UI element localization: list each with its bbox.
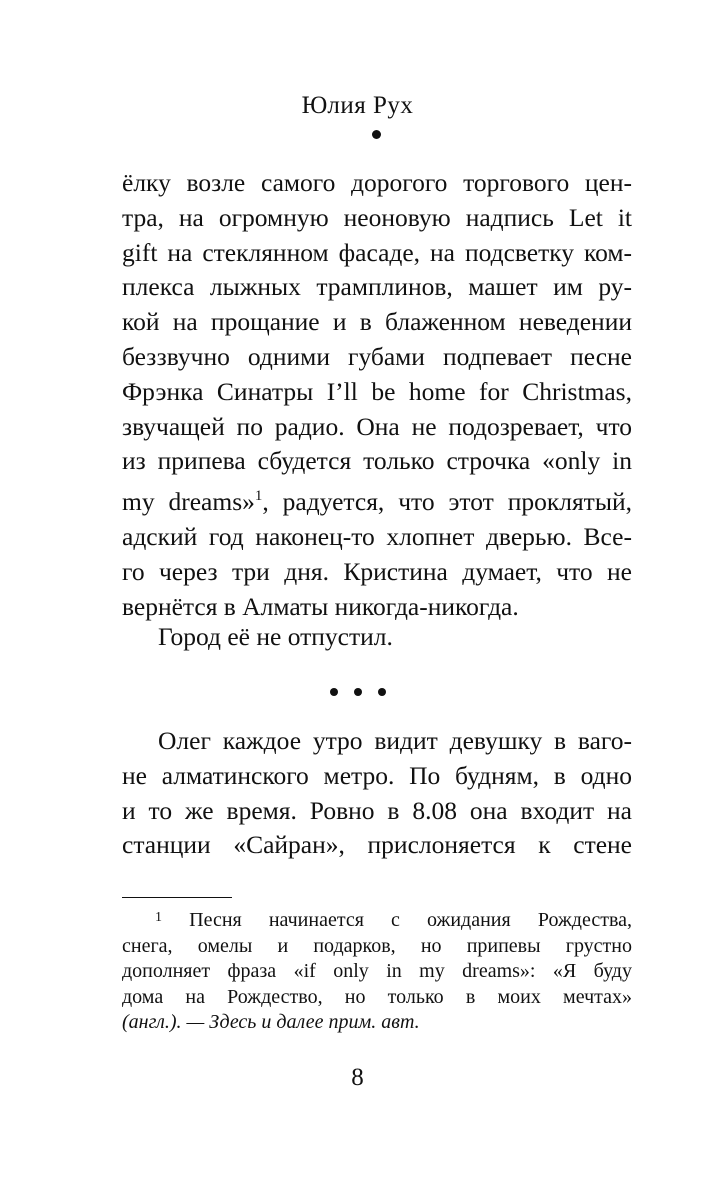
text-line: не алматинского метро. По будням, в одно (122, 760, 632, 790)
text-line-with-footnote-ref (122, 479, 632, 520)
footnote-reference: 1 (254, 488, 263, 505)
footnote-line: дома на Рождество, но только в моих мечтах» (122, 985, 632, 1008)
section-dot (354, 688, 362, 696)
text-line: звучащей по радио. Она не подозревает, что (122, 411, 632, 441)
text-line: плекса лыжных трамплинов, машет им ру- (122, 272, 632, 302)
section-break-ornament (0, 688, 715, 698)
section-dot (378, 688, 386, 696)
page-number: 8 (351, 1064, 364, 1091)
text-line: Фрэнка Синатры I’ll be home for Christmas, (122, 376, 632, 406)
text-line: тра, на огромную неоновую надпись Let it (122, 202, 632, 232)
text-line: станции «Сайран», прислоняется к стене (122, 830, 632, 860)
text-line: и то же время. Ровно в 8.08 она входит на (122, 795, 632, 825)
paragraph-1 (122, 166, 632, 624)
footnote-line (122, 905, 632, 934)
text-fragment: my dreams» (122, 487, 255, 517)
header-bullet-ornament (372, 130, 381, 139)
text-fragment: , радуется, что этот проклятый, (262, 487, 632, 517)
footnote-line: дополняет фраза «if only in my dreams»: «Я буду (122, 960, 632, 982)
text-line: из припева сбудется только строчка «only in (122, 446, 632, 476)
paragraph-2 (122, 620, 632, 655)
paragraph-3 (122, 724, 632, 863)
text-line: gift на стеклянном фасаде, на подсветку ком- (122, 237, 632, 267)
footnote-number: 1 (155, 910, 162, 925)
text-line: вернётся в Алматы никогда-никогда. (122, 591, 519, 621)
text-line: беззвучно одними губами подпевает песне (122, 341, 632, 371)
text-line: ёлку возле самого дорогого торгового цен- (122, 168, 632, 197)
text-line: го через три дня. Кристина думает, что не (122, 556, 632, 586)
text-line: Город её не отпустил. (158, 622, 393, 651)
text-line: адский год наконец-то хлопнет дверью. Все- (122, 521, 632, 551)
text-line: Олег каждое утро видит девушку в ваго- (158, 726, 632, 755)
running-title: Юлия Рух (301, 92, 414, 119)
footnote-text: Песня начинается с ожидания Рождества, (189, 909, 632, 931)
footnote-divider (122, 897, 232, 898)
footnote-line: снега, омелы и подарков, но припевы грустно (122, 934, 632, 957)
text-line: кой на прощание и в блаженном неведении (122, 307, 632, 337)
footnote-line-italic: (англ.). — Здесь и далее прим. авт. (122, 1011, 420, 1033)
section-dot (330, 688, 338, 696)
footnote (122, 905, 632, 1036)
